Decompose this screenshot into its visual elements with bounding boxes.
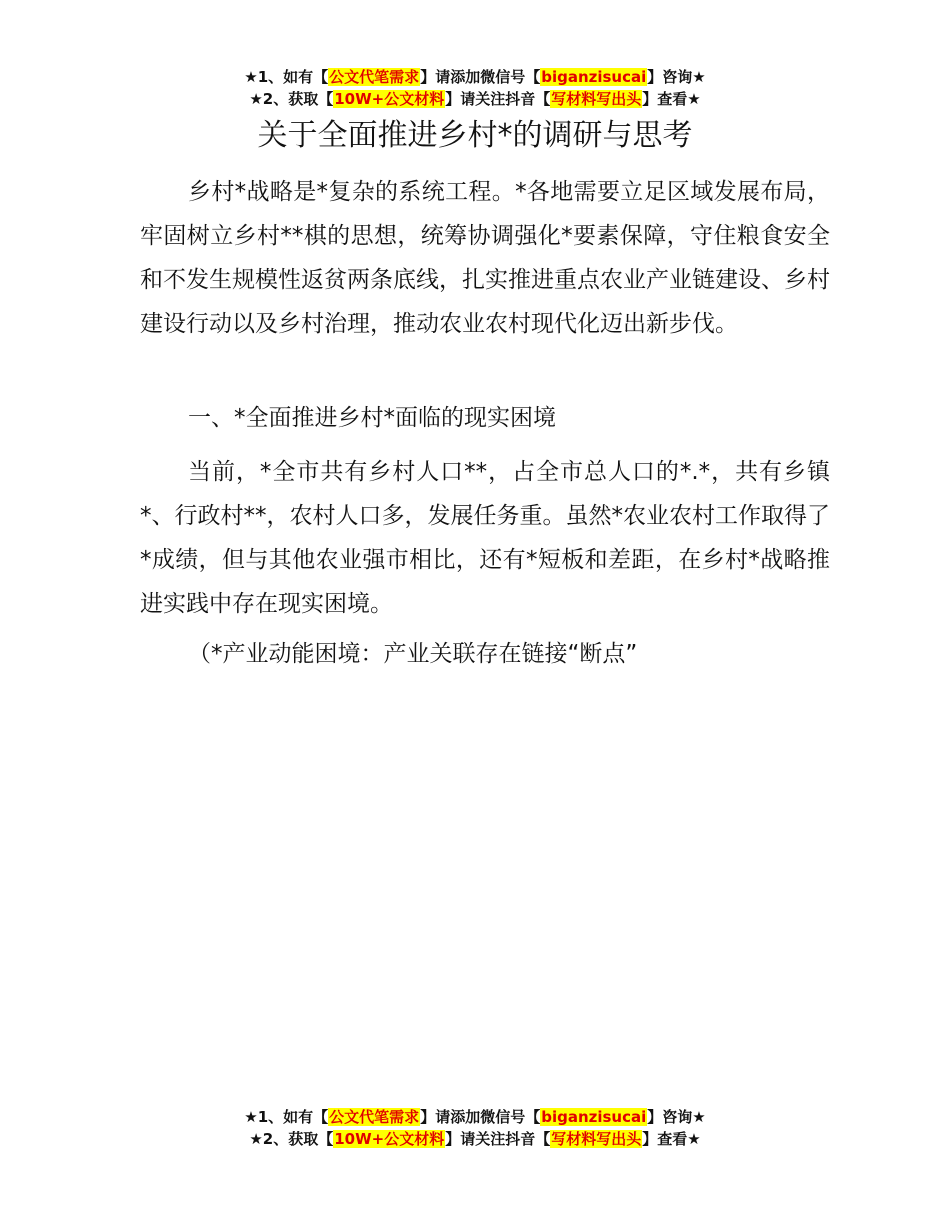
- promo-highlight: 公文代笔需求: [329, 1108, 420, 1126]
- header-promo-banner: [0, 66, 950, 110]
- promo-line-1: ★1、如有【公文代笔需求】请添加微信号【biganzisucai】咨询★: [244, 1108, 706, 1126]
- promo-highlight: 写材料写出头: [551, 1130, 642, 1148]
- subsection-heading: （*产业动能困境：产业关联存在链接“断点”: [188, 641, 638, 667]
- section-heading: 一、*全面推进乡村*面临的现实困境: [188, 405, 556, 431]
- promo-highlight: 写材料写出头: [551, 90, 642, 108]
- body-paragraph: [140, 450, 830, 626]
- promo-highlight: 10W+公文材料: [334, 1130, 445, 1148]
- promo-highlight: 公文代笔需求: [329, 68, 420, 86]
- paragraph-current-status: 当前，*全市共有乡村人口**，占全市总人口的*.*，共有乡镇*、行政村**，农村人口多，发展任务重。虽然*农业农村工作取得了*成绩，但与其他农业强市相比，还有*短板和差距，在乡村*战略推进实践中存在现实困境。: [140, 459, 830, 617]
- promo-highlight: 10W+公文材料: [334, 90, 445, 108]
- body-paragraph: [140, 396, 830, 440]
- promo-line-2: ★2、获取【10W+公文材料】请关注抖音【写材料写出头】查看★: [249, 90, 701, 108]
- promo-line-2: ★2、获取【10W+公文材料】请关注抖音【写材料写出头】查看★: [249, 1130, 701, 1148]
- document-title: 关于全面推进乡村*的调研与思考: [257, 118, 693, 153]
- promo-line-1: ★1、如有【公文代笔需求】请添加微信号【biganzisucai】咨询★: [244, 68, 706, 86]
- body-paragraph: [140, 632, 830, 676]
- body-paragraph: [140, 170, 830, 346]
- promo-highlight: biganzisucai: [541, 1108, 647, 1126]
- footer-promo-banner: [0, 1106, 950, 1150]
- promo-highlight: biganzisucai: [541, 68, 647, 86]
- paragraph-intro: 乡村*战略是*复杂的系统工程。*各地需要立足区域发展布局，牢固树立乡村**棋的思想，统筹协调强化*要素保障，守住粮食安全和不发生规模性返贫两条底线，扎实推进重点农业产业链建设、乡村建设行动以及乡村治理，推动农业农村现代化迈出新步伐。: [140, 179, 830, 337]
